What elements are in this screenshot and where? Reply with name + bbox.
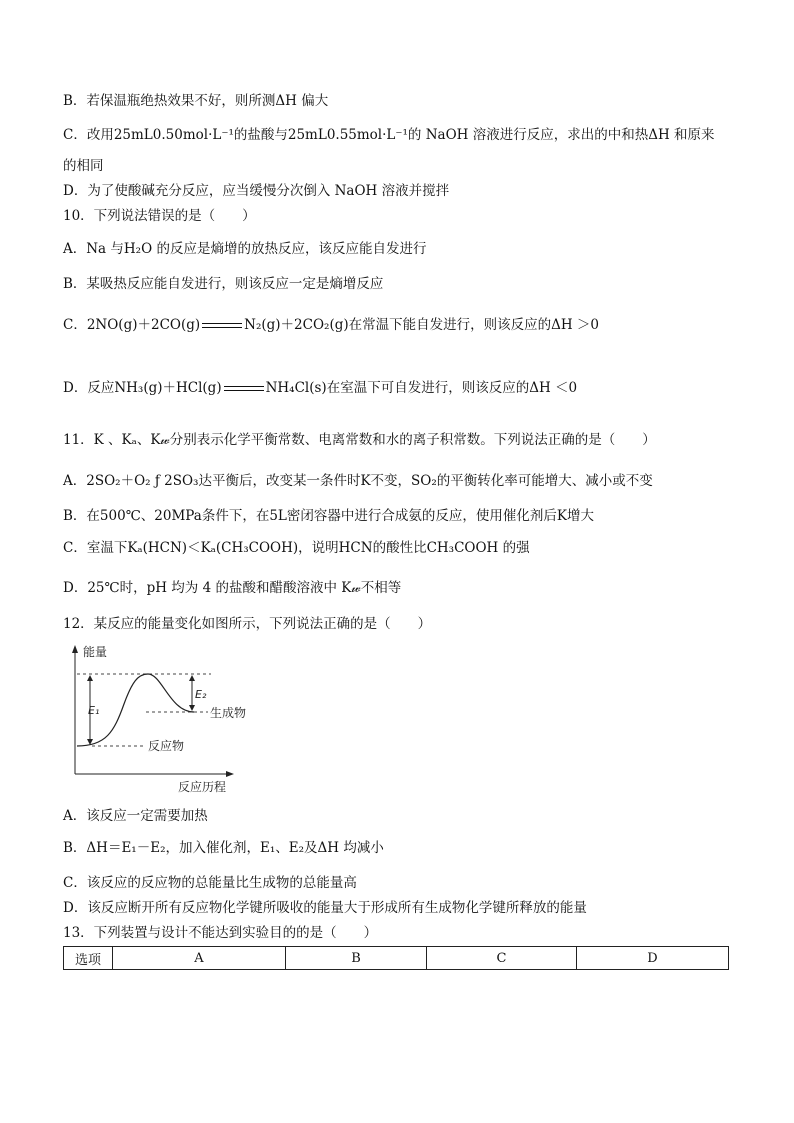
q13-stem: 13．下列装置与设计不能达到实验目的的是（ ）	[63, 925, 378, 941]
q11-option-a: A．2SO₂＋O₂ ƒ 2SO₃达平衡后，改变某一条件时K不变，SO₂的平衡转化率可能增大、减小或不变	[63, 473, 653, 489]
e2-arrow-down-icon	[189, 705, 195, 711]
q10-option-a: A．Na 与H₂O 的反应是熵增的放热反应，该反应能自发进行	[63, 241, 427, 257]
q12-option-b: B．ΔH＝E₁－E₂，加入催化剂，E₁、E₂及ΔH 均减小	[63, 840, 384, 856]
q10-option-c-reactants: C．2NO(g)＋2CO(g)	[63, 317, 201, 333]
x-axis-label: 反应历程	[178, 780, 227, 794]
q12-option-d: D．该反应断开所有反应物化学键所吸收的能量大于形成所有生成物化学键所释放的能量	[63, 900, 587, 916]
table-header-option: 选项	[64, 947, 113, 970]
q10-option-d-reactants: D．反应NH₃(g)＋HCl(g)	[63, 380, 222, 396]
q9-option-c-line1: C．改用25mL0.50mol·L⁻¹的盐酸与25mL0.55mol·L⁻¹的 NaOH 溶液进行反应，求出的中和热ΔH 和原来	[63, 127, 715, 143]
table-header-c: C	[427, 947, 577, 970]
table-row	[64, 947, 729, 970]
q10-option-d-products: NH₄Cl(s)在室温下可自发进行，则该反应的ΔH ＜0	[265, 380, 578, 396]
reactant-label: 反应物	[148, 739, 185, 753]
q11-option-d: D．25℃时，pH 均为 4 的盐酸和醋酸溶液中 K𝓌不相等	[63, 580, 402, 596]
q9-option-c-line2: 的相同	[63, 158, 104, 174]
table-header-a: A	[113, 947, 286, 970]
q9-option-d: D．为了使酸碱充分反应，应当缓慢分次倒入 NaOH 溶液并搅拌	[63, 183, 450, 199]
q10-option-c	[63, 316, 599, 334]
e2-arrow-up-icon	[189, 675, 195, 681]
q10-option-b: B．某吸热反应能自发进行，则该反应一定是熵增反应	[63, 276, 384, 292]
q13-options-table	[63, 946, 729, 970]
q11-option-c: C．室温下Kₐ(HCN)＜Kₐ(CH₃COOH)，说明HCN的酸性比CH₃COOH 的强	[63, 540, 530, 556]
table-header-d: D	[577, 947, 729, 970]
q10-option-c-products: N₂(g)＋2CO₂(g)在常温下能自发进行，则该反应的ΔH ＞0	[244, 317, 600, 333]
q10-stem: 10．下列说法错误的是（ ）	[63, 208, 256, 224]
e2-label: E₂	[195, 688, 207, 701]
y-axis-arrow-icon	[72, 645, 78, 653]
table-header-b: B	[286, 947, 427, 970]
q12-stem: 12．某反应的能量变化如图所示，下列说法正确的是（ ）	[63, 616, 432, 632]
q12-option-c: C．该反应的反应物的总能量比生成物的总能量高	[63, 875, 357, 891]
q11-stem: 11．K 、Kₐ、K𝓌分别表示化学平衡常数、电离常数和水的离子积常数。下列说法正确的是（ ）	[63, 432, 656, 448]
product-label: 生成物	[210, 706, 246, 720]
y-axis-label: 能量	[83, 645, 108, 659]
q11-option-b: B．在500℃、20MPa条件下，在5L密闭容器中进行合成氨的反应，使用催化剂后K增大	[63, 508, 594, 524]
energy-profile-diagram	[66, 642, 246, 794]
equation-sign-icon	[224, 385, 264, 393]
q9-option-b: B．若保温瓶绝热效果不好，则所测ΔH 偏大	[63, 93, 329, 109]
q12-option-a: A．该反应一定需要加热	[63, 808, 208, 824]
e1-label: E₁	[88, 704, 100, 717]
equation-sign-icon	[202, 322, 242, 330]
q10-option-d	[63, 379, 577, 397]
e1-arrow-up-icon	[87, 675, 93, 681]
x-axis-arrow-icon	[226, 771, 234, 777]
